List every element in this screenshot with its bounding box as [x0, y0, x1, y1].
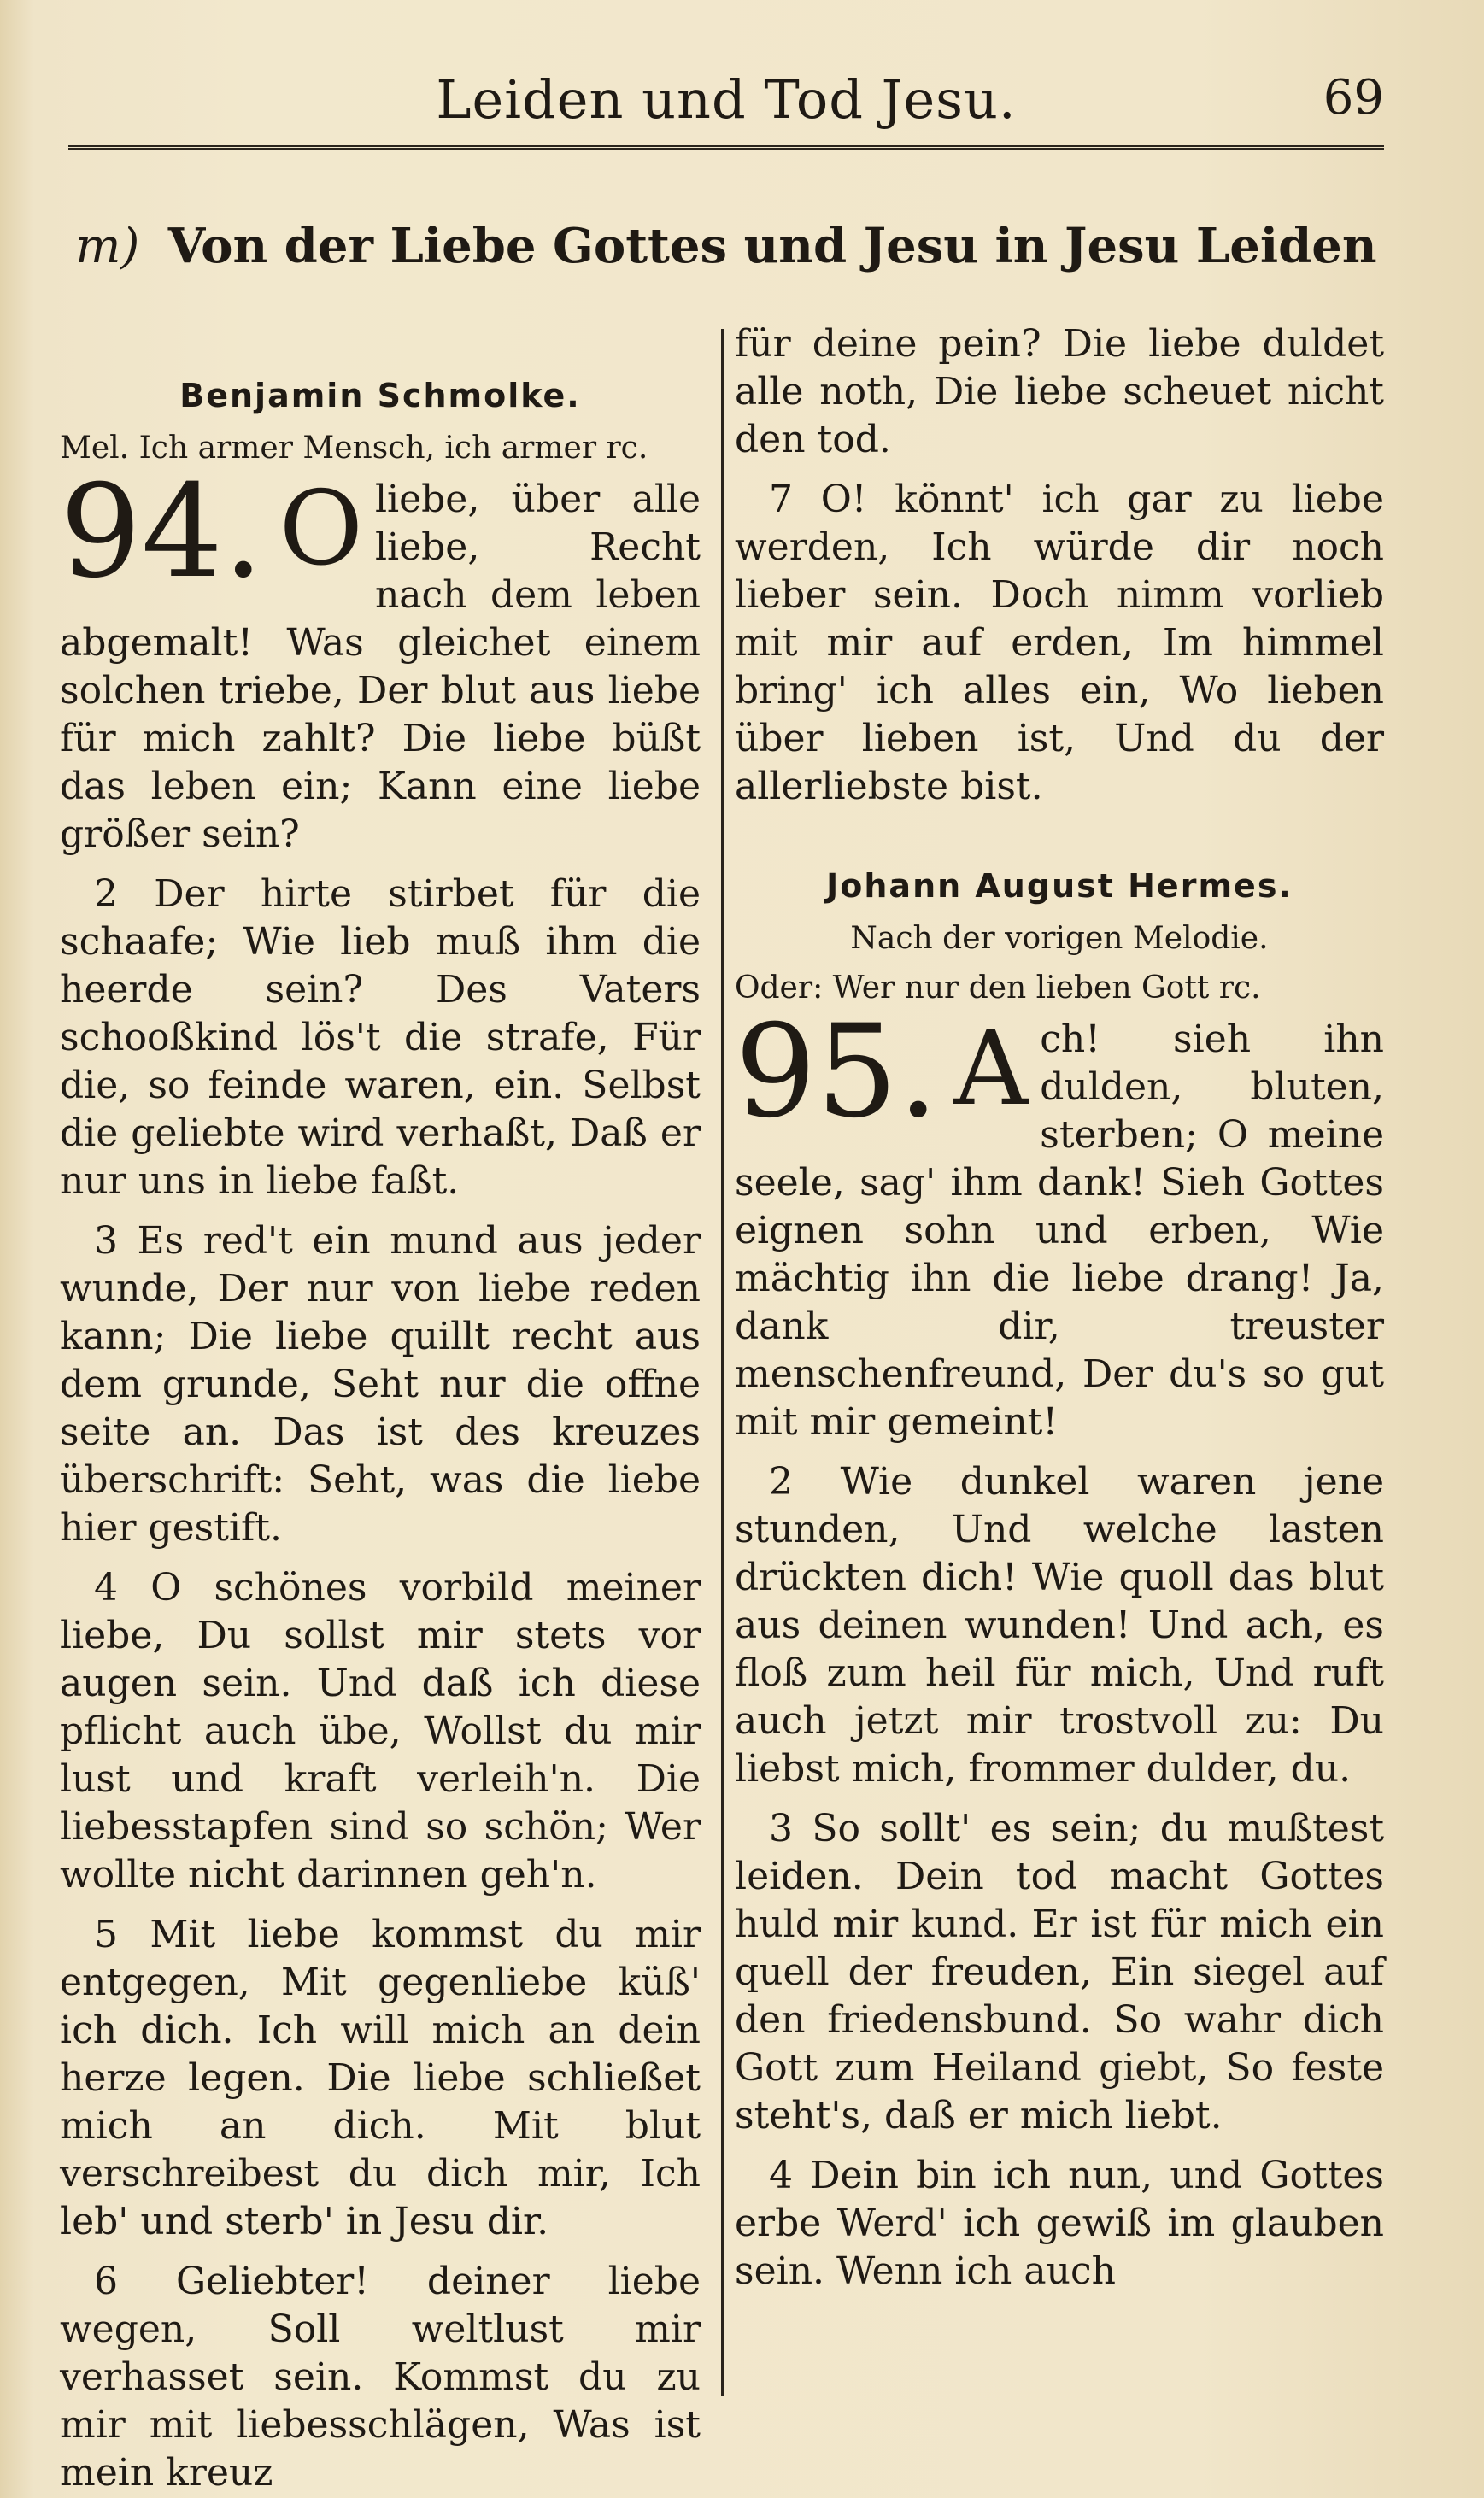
hymn95-author: Johann August Hermes.	[826, 867, 1293, 905]
hymn95-initial: A	[953, 1010, 1029, 1129]
section-heading	[68, 218, 1384, 274]
hymn94-verse-2: 2 Der hirte stirbet für die schaafe; Wie lieb muß ihm die heerde sein? Des Vaters schooßkind lös't die strafe, Für die, so feinde waren, ein. Selbst die geliebte wird verhaßt, Daß er nur uns in liebe faßt.	[60, 872, 701, 1203]
hymn95-first-verse-block	[735, 998, 1384, 1446]
hymn95-first-verse: ch! sieh ihn dulden, bluten, sterben; O meine seele, sag' ihm dank! Sieh Gottes eignen sohn und erben, Wie mächtig ihn die liebe drang! Ja, dank dir, treuster menschenfreund, Der du's so gut mit mir gemeint!	[735, 1017, 1384, 1444]
hymn94-verse-6-start: 6 Geliebter! deiner liebe wegen, Soll weltlust mir verhasset sein. Kommst du zu mir mit liebesschlägen, Was ist mein kreuz	[60, 2260, 701, 2495]
hymn95-verse-4-start: 4 Dein bin ich nun, und Gottes erbe Werd' ich gewiß im glauben sein. Wenn ich auch	[735, 2154, 1384, 2293]
hymn95-melody-1: Nach der vorigen Melodie.	[850, 921, 1269, 956]
running-title: Leiden und Tod Jesu.	[436, 68, 1017, 131]
hymn95-verse-2: 2 Wie dunkel waren jene stunden, Und welche lasten drückten dich! Wie quoll das blut aus deinen wunden! Und ach, es floß zum heil für mich, Und ruft auch jetzt mir trostvoll zu: Du liebst mich, frommer dulder, du.	[735, 1460, 1384, 1791]
hymn95-melody-2: Oder: Wer nur den lieben Gott rc.	[735, 970, 1261, 1006]
column-divider	[721, 329, 724, 2396]
section-title: Von der Liebe Gottes und Jesu in Jesu Leiden	[167, 218, 1377, 274]
hymn94-first-verse-block	[60, 458, 701, 859]
hymn94-verse-3: 3 Es red't ein mund aus jeder wunde, Der nur von liebe reden kann; Die liebe quillt recht aus dem grunde, Seht nur die offne seite an. Das ist des kreuzes überschrift: Seht, was die liebe hier gestift.	[60, 1219, 701, 1550]
hymn94-melody: Mel. Ich armer Mensch, ich armer rc.	[60, 431, 648, 466]
section-letter: m)	[75, 219, 140, 274]
hymn94-author: Benjamin Schmolke.	[179, 377, 581, 414]
hymn94-initial: O	[279, 470, 363, 589]
hymn95-verse-3: 3 So sollt' es sein; du mußtest leiden. Dein tod macht Gottes huld mir kund. Er ist für mich ein quell der freuden, Ein siegel auf den friedensbund. So wahr dich Gott zum Heiland giebt, So feste steht's, daß er mich liebt.	[735, 1807, 1384, 2137]
hymn94-verse-6-end: für deine pein? Die liebe duldet alle noth, Die liebe scheuet nicht den tod.	[735, 322, 1384, 461]
hymn94-first-verse: liebe, über alle liebe, Recht nach dem leben abgemalt! Was gleichet einem solchen triebe, Der blut aus liebe für mich zahlt? Die liebe büßt das leben ein; Kann eine liebe größer sein?	[60, 478, 701, 856]
right-column	[735, 320, 1384, 2296]
page-header	[68, 51, 1384, 145]
header-rule	[68, 145, 1384, 150]
page-number: 69	[1323, 70, 1384, 126]
hymn95-number: 95.	[735, 998, 939, 1146]
hymn94-verse-7: 7 O! könnt' ich gar zu liebe werden, Ich würde dir noch lieber sein. Doch nimm vorlieb mit mir auf erden, Im himmel bring' ich alles ein, Wo lieben über lieben ist, Und du der allerliebste bist.	[735, 478, 1384, 808]
hymn94-number: 94.	[60, 458, 264, 607]
hymn94-verse-5: 5 Mit liebe kommst du mir entgegen, Mit gegenliebe küß' ich dich. Ich will mich an dein herze legen. Die liebe schließet mich an dich. Mit blut verschreibest du dich mir, Ich leb' und sterb' in Jesu dir.	[60, 1913, 701, 2243]
hymn94-verse-4: 4 O schönes vorbild meiner liebe, Du sollst mir stets vor augen sein. Und daß ich diese pflicht auch übe, Wollst du mir lust und kraft verleih'n. Die liebesstapfen sind so schön; Wer wollte nicht darinnen geh'n.	[60, 1566, 701, 1897]
left-column	[60, 320, 701, 2497]
